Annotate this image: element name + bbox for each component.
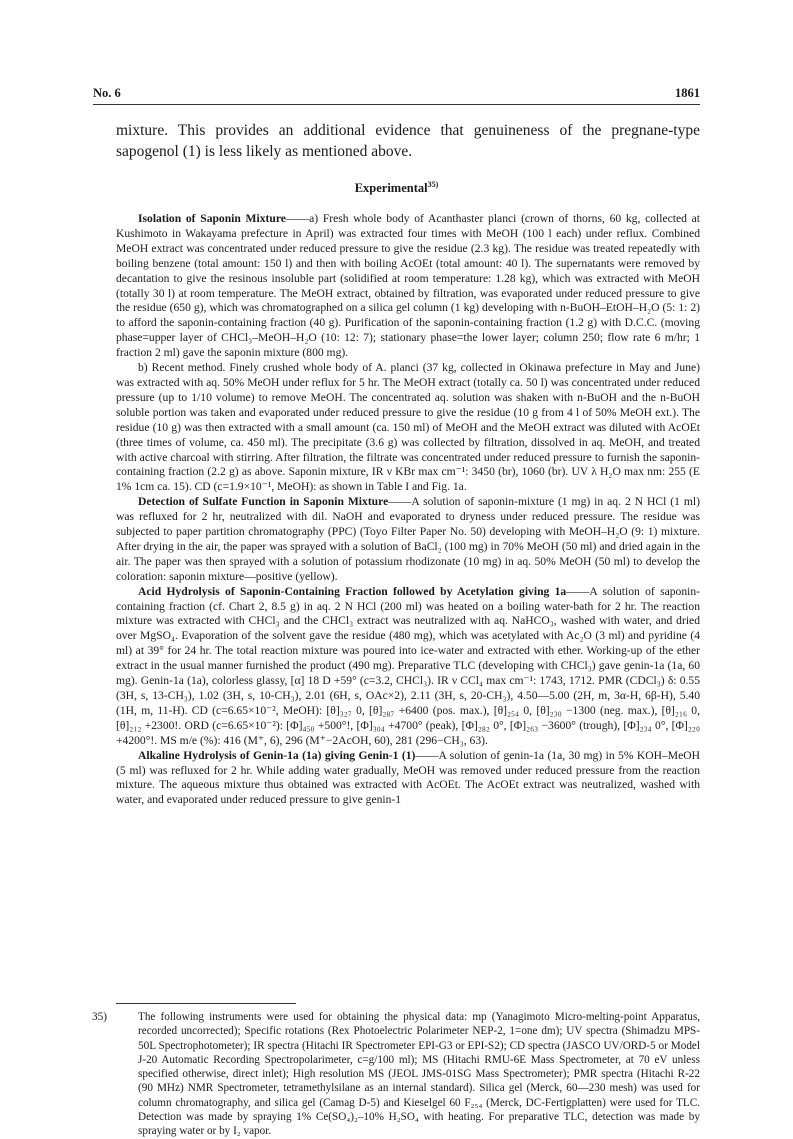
paragraph-text: ——A solution of genin-1a (1a, 30 mg) in 5% KOH–MeOH (5 ml) was refluxed for 2 hr. While adding water gradually, MeOH was removed under reduced pressure from the reaction mixture. The aqueous mixture thus obtained was extracted with AcOEt. The AcOEt extract was neutralized, washed with water, and evaporated under reduced pressure to give genin-1 [116,748,700,807]
paragraph-text: ——A solution of saponin-mixture (1 mg) in aq. 2 N HCl (1 ml) was refluxed for 2 hr, neutralized with dil. NaOH and evaporated to dryness under reduced pressure. The residue was subjected to paper partition chromatography (PPC) (Toyo Filter Paper No. 50) developing with MeOH–H₂O (9: 1) mixture. After drying in the air, the paper was sprayed with a solution of BaCl₂ (100 mg) in 70% MeOH (50 ml) and dried again in the air. The paper was then sprayed with a solution of potassium rhodizonate (10 mg) in aq. 50% MeOH (50 ml) to develop the coloration: saponin mixture—positive (yellow). [116,495,700,583]
footnote-text: The following instruments were used for obtaining the physical data: mp (Yanagimoto Micro-melting-point Apparatus, recorded uncorrected); Specific rotations (Rex Photoelectric Polarimeter NEP-2, 1=one dm); UV spectra (Shimadzu MPS-50L Spectrophotometer); IR spectra (Hitachi IR Spectrometer EPI-G3 or EPI-S2); CD spectra (JASCO UV/ORD-5 or Model J-20 Automatic Recording Spectropolarimeter, c=g/100 ml); MS (Hitachi RMU-6E Mass Spectrometer, at 70 eV unless specified otherwise, direct inlet); High resolution MS (JEOL JMS-01SG Mass Spectrometer); PMR spectra (Hitachi R-22 (90 MHz) NMR Spectrometer, tetramethylsilane as an internal standard). Silica gel (Merck, 60—230 mesh) was used for column chromatography, and silica gel (Camag D-5) and Kieselgel 60 F₂₅₄ (Merck, DC-Fertigplatten) were used for TLC. Detection was made by spraying 1% Ce(SO₄)₂–10% H₂SO₄ with heating. For preparative TLC, detection was made by spraying water or by I₂ vapor. [138,1011,700,1138]
intro-paragraph: mixture. This provides an additional evidence that genuineness of the pregnane-type sapogenol (1) is less likely as mentioned above. [116,122,700,160]
paragraph-heading: Acid Hydrolysis of Saponin-Containing Fraction followed by Acetylation giving 1a [138,584,567,598]
paragraph-isolation-b [116,361,700,495]
issue-number: No. 6 [93,86,121,100]
paragraph-heading: Alkaline Hydrolysis of Genin-1a (1a) giving Genin-1 (1) [138,748,416,762]
paragraph-acid-hydrolysis [116,585,700,749]
page-number: 1861 [675,86,700,100]
paragraph-heading: Detection of Sulfate Function in Saponin Mixture [138,495,389,509]
section-title: Experimental [354,181,428,196]
paragraph-text: ——A solution of saponin-containing fraction (cf. Chart 2, 8.5 g) in aq. 2 N HCl (200 ml) was heated on a boiling water-bath for 2 hr. The reaction mixture was extracted with CHCl₃ and the CHCl₃ extract was neutralized with aq. NaHCO₃, washed with water, and dried over MgSO₄. Evaporation of the solvent gave the residue (480 mg), which was acetylated with Ac₂O (3 ml) and pyridine (4 ml) at 39° for 24 hr. The total reaction mixture was poured into ice-water and extracted with ether. Working-up of the ether extract in the usual manner furnished the product (490 mg). Preparative TLC (developing with CHCl₃) gave genin-1a (1a, 60 mg). Genin-1a (1a), colorless glassy, [α] 18 D +59° (c=3.2, CHCl₃). IR ν CCl₄ max cm⁻¹: 1743, 1712. PMR (CDCl₃) δ: 0.55 (3H, s, 13-CH₃), 1.02 (3H, s, 10-CH₃), 2.01 (6H, s, OAc×2), 2.11 (3H, s, 20-CH₃), 4.50—5.00 (2H, m, 3α-H, 6β-H), 5.40 (1H, m, 11-H). CD (c=6.65×10⁻², MeOH): [θ]₃₂₇ 0, [θ]₂₈₇ +6400 (pos. max.), [θ]₂₅₄ 0, [θ]₂₃₀ −1300 (neg. max.), [θ]₂₁₆ 0, [θ]₂₁₂ +2300!. ORD (c=6.65×10⁻²): [Φ]₄₅₀ +500°!, [Φ]₃₀₄ +4700° (peak), [Φ]₂₈₂ 0°, [Φ]₂₆₃ −3600° (trough), [Φ]₂₃₄ 0°, [Φ]₂₂₀ +4200°!. MS m/e (%): 416 (M⁺, 6), 296 (M⁺−2AcOH, 60), 281 (296−CH₃, 63). [116,584,700,747]
paragraph-heading: Isolation of Saponin Mixture [138,212,286,225]
paragraph-sulfate-detection [116,495,700,584]
paragraph-isolation-a [116,212,700,361]
paragraph-text: b) Recent method. Finely crushed whole body of A. planci (37 kg, collected in Okinawa prefecture in May and June) was extracted with aq. 50% MeOH under reflux for 5 hr. The MeOH extract (totally ca. 50 l) was concentrated under reduced pressure (up to 1/10 volume) to remove MeOH. The concentrated aq. solution was shaken with n-BuOH and the n-BuOH soluble portion was taken and evaporated under reduced pressure to give the residue (10 g from 4 l of 50% MeOH ext.). The residue (10 g) was then extracted with a small amount (ca. 150 ml) of MeOH and the MeOH extract was diluted with AcOEt (three times of volume, ca. 450 ml). The precipitate (3.6 g) was collected by filtration, dissolved in aq. MeOH, and treated with active charcoal with stirring. After filtration, the filtrate was concentrated under reduced pressure to furnish the saponin-containing fraction (2.2 g) as above. Saponin mixture, IR ν KBr max cm⁻¹: 3450 (br), 1060 (br). UV λ H₂O max nm: 255 (E 1% 1cm ca. 15). CD (c=1.9×10⁻¹, MeOH): as shown in Table I and Fig. 1a. [116,361,700,494]
paragraph-text: ——a) Fresh whole body of Acanthaster planci (crown of thorns, 60 kg, collected at Kushimoto in Wakayama prefecture in April) was extracted four times with MeOH (100 l each) under reflux. Combined MeOH extract was concentrated under reduced pressure to give the residue (2.3 kg). The residue was treated repeatedly with boiling benzene (total amount: 150 l) and then with boiling AcOEt (total amount: 40 l). The supernatants were removed by decantation to give the resinous insoluble part (solidified at room temperature: 1.28 kg), which was extracted with MeOH (totally 30 l) at room temperature. The MeOH extract, obtained by filtration, was evaporated under reduced pressure to give the residue (650 g), which was chromatographed on a silica gel column (1 kg) developing with n-BuOH–EtOH–H₂O (5: 1: 2) to afford the saponin-containing fraction (40 g). Purification of the saponin-containing fraction (1.2 g) with D.C.C. (moving phase=upper layer of CHCl₃–MeOH–H₂O (10: 12: 7); stationary phase=the lower layer; column 250; flow rate 6 m/hr; 1 fraction 2 ml) gave the saponin mixture (800 mg). [116,212,700,360]
header-rule [93,104,700,105]
experimental-body [116,212,700,808]
footnote-number: 35) [92,1011,107,1023]
section-heading [0,180,793,196]
section-footnote-ref: 35) [427,180,439,189]
paragraph-alkaline-hydrolysis [116,749,700,809]
footnote-rule [116,1003,296,1004]
footnote [92,1010,700,1139]
